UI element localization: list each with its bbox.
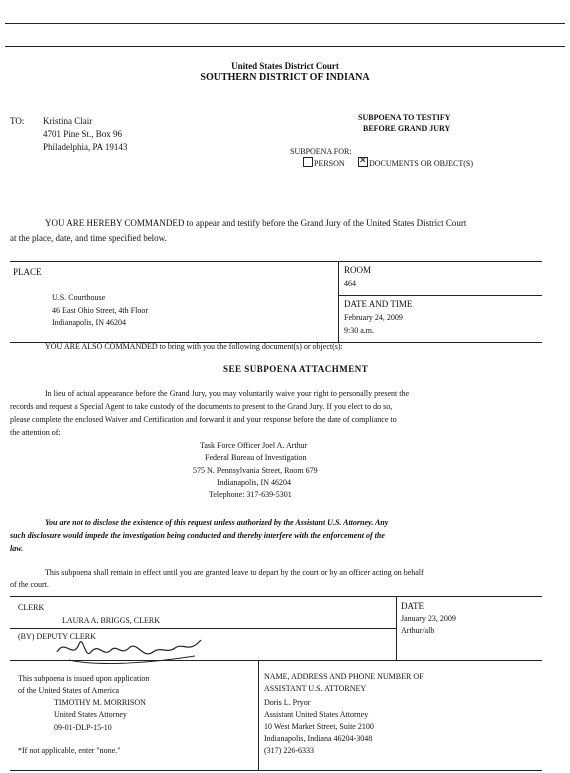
waiver-line-4: the attention of: (10, 428, 61, 437)
ausa-label-2: ASSISTANT U.S. ATTORNEY (264, 684, 367, 693)
officer-street: 575 N. Pennsylvania Street, Room 679 (193, 466, 318, 475)
district-name: SOUTHERN DISTRICT OF INDIANA (200, 72, 370, 83)
person-checkbox[interactable] (303, 157, 313, 167)
room-label: ROOM (344, 265, 372, 275)
datetime-label: DATE AND TIME (344, 299, 413, 309)
officer-phone: Telephone: 317-639-5301 (209, 490, 292, 499)
issue-box-divider (258, 660, 259, 770)
ausa-label-1: NAME, ADDRESS AND PHONE NUMBER OF (264, 672, 424, 681)
issued-line-1: This subpoena is issued upon application (18, 674, 150, 683)
issued-line-2: of the United States of America (18, 686, 120, 695)
person-option-label: PERSON (314, 159, 345, 168)
also-commanded: YOU ARE ALSO COMMANDED to bring with you the following document(s) or object(s): (45, 342, 343, 351)
us-attorney-name: TIMOTHY M. MORRISON (54, 698, 146, 707)
clerk-box-top (10, 596, 542, 597)
clerk-label: CLERK (18, 603, 45, 612)
date-value: February 24, 2009 (344, 313, 403, 322)
deputy-signature (55, 630, 215, 670)
place-box-top (10, 261, 542, 262)
officer-agency: Federal Bureau of Investigation (205, 453, 307, 462)
ausa-street: 10 West Market Street, Suite 2100 (264, 722, 374, 731)
waiver-line-3: please complete the enclosed Waiver and Certification and forward it and your response before the date of compliance to (10, 415, 397, 424)
officer-name: Task Force Officer Joel A. Arthur (200, 441, 308, 450)
command-line-2: at the place, date, and time specified below. (10, 233, 167, 243)
recipient-address1: 4701 Pine St., Box 96 (43, 129, 123, 139)
case-number: 09-01-DLP-15-10 (54, 723, 112, 732)
time-value: 9:30 a.m. (344, 326, 374, 335)
effect-line-2: of the court. (10, 580, 49, 589)
disclosure-line-1: You are not to disclose the existence of this request unless authorized by the Assistant U.S. Attorney. Any (45, 518, 389, 527)
subpoena-title-2: BEFORE GRAND JURY (363, 124, 451, 133)
clerk-initials: Arthur/alb (401, 626, 435, 635)
place-address3: Indianapolis, IN 46204 (52, 318, 126, 327)
disclosure-line-3: law. (10, 544, 24, 553)
ausa-title: Assistant United States Attorney (264, 710, 369, 719)
ausa-name: Doris L. Pryor (264, 698, 311, 707)
subpoena-for-label: SUBPOENA FOR: (290, 147, 352, 156)
place-label: PLACE (13, 267, 42, 277)
disclosure-line-2: such disclosure would impede the investigation being conducted and thereby interfere with the enforcement of the (10, 531, 385, 540)
room-value: 464 (344, 279, 356, 288)
room-divider (338, 295, 542, 296)
deputy-clerk-label: (BY) DEPUTY CLERK (18, 632, 96, 641)
ausa-city: Indianapolis, Indiana 46204-3048 (264, 734, 373, 743)
place-box-divider (338, 261, 339, 342)
place-address1: U.S. Courthouse (52, 293, 106, 302)
us-attorney-title: United States Attorney (54, 710, 127, 719)
officer-city: Indianapolis, IN 46204 (217, 478, 291, 487)
documents-option-label: DOCUMENTS OR OBJECT(S) (369, 159, 474, 168)
attachment-title: SEE SUBPOENA ATTACHMENT (223, 364, 369, 374)
date-label: DATE (401, 601, 424, 611)
documents-option[interactable] (358, 157, 473, 168)
command-line-1: YOU ARE HEREBY COMMANDED to appear and testify before the Grand Jury of the United States District Court (45, 218, 467, 228)
to-label: TO: (10, 116, 25, 126)
top-rule (5, 23, 565, 24)
court-name: United States District Court (231, 61, 339, 71)
waiver-line-1: In lieu of actual appearance before the Grand Jury, you may voluntarily waive your right to personally present the (45, 389, 410, 398)
place-address2: 46 East Ohio Street, 4th Floor (52, 306, 148, 315)
top-rule-2 (5, 46, 565, 47)
bottom-rule (10, 770, 542, 771)
effect-line-1: This subpoena shall remain in effect until you are granted leave to depart by the court or by an officer acting on behalf (45, 568, 424, 577)
recipient-name: Kristina Clair (43, 116, 93, 126)
person-option[interactable] (303, 157, 345, 168)
waiver-line-2: records and request a Special Agent to take custody of the documents to present to the Grand Jury. If you elect to do so, (10, 402, 393, 411)
recipient-address2: Philadelphia, PA 19143 (43, 142, 128, 152)
footnote: *If not applicable, enter "none." (18, 746, 121, 755)
ausa-phone: (317) 226-6333 (264, 746, 314, 755)
documents-checkbox[interactable] (358, 157, 368, 167)
clerk-name-underline (10, 628, 396, 629)
issue-box-top (10, 660, 542, 661)
clerk-date: January 23, 2009 (401, 614, 456, 623)
clerk-name: LAURA A. BRIGGS, CLERK (62, 616, 161, 625)
subpoena-title-1: SUBPOENA TO TESTIFY (358, 113, 451, 122)
clerk-box-divider (396, 596, 397, 660)
